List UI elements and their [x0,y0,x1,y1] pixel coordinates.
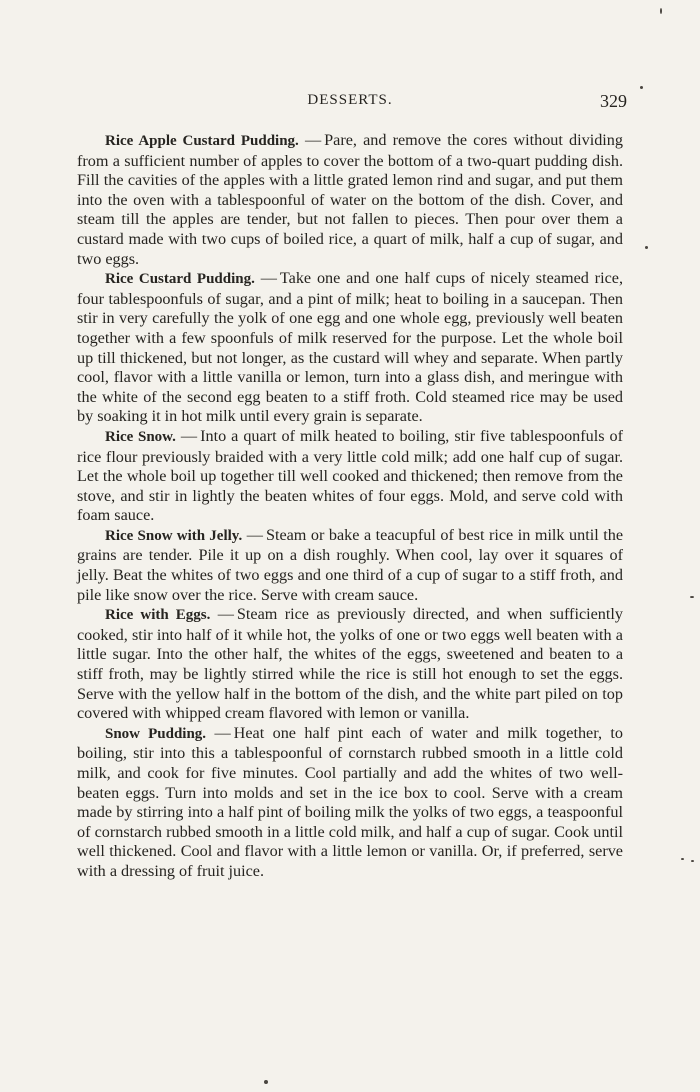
recipe-text: Steam or bake a teacupful of best rice in milk until the grains are tender. Pile it up on a dish roughly. When cool, lay over it squares of jelly. Beat the whites of two eggs and one third of a cup of sugar to a stiff froth, and pile like snow over the rice. Serve with cream sauce. [77,525,624,604]
recipe-rice-apple-custard-pudding [77,131,623,269]
recipe-title: Rice with Eggs. [105,607,211,624]
recipe-text: Into a quart of milk heated to boiling, stir five tablespoonfuls of rice flour previously braided with a very little cold milk; add one half cup of sugar. Let the whole boil up together till well cooked and thickened; then remove from the stove, and stir in lightly the beaten whites of four eggs. Mold, and serve cold with foam sauce. [77,426,623,525]
recipe-title: Rice Apple Custard Pudding. [105,133,299,149]
recipe-title: Rice Snow with Jelly. [105,527,243,544]
recipe-rice-with-eggs [77,605,623,724]
recipe-title: Rice Custard Pudding. [105,271,255,288]
recipe-rice-custard-pudding [77,269,623,427]
em-dash: — [304,131,322,149]
scan-speck [640,86,643,89]
scan-speck [264,1080,268,1084]
recipe-title: Snow Pudding. [105,725,207,742]
scan-speck [690,596,694,598]
em-dash: — [180,426,198,445]
page-number: 329 [600,91,627,111]
recipe-rice-snow [77,427,623,526]
recipe-text: Heat one half pint each of water and milk together, to boiling, stir into this a tablespoonful of cornstarch rubbed smooth in a little cold milk, and cook for five minutes. Cool partially and add the whites of two well-beaten eggs. Turn into molds and set in the ice box to cool. Serve with a cream made by stirring into a half pint of boiling milk the yolks of two eggs, a teaspoonful of cornstarch rubbed smooth in a little cold milk, and half a cup of sugar. Cook until well thickened. Cool and flavor with a little lemon or vanilla. Or, if preferred, serve with a dressing of fruit juice. [77,723,624,880]
scan-speck [681,858,684,860]
em-dash: — [214,723,231,742]
page-header [0,92,700,116]
scan-speck [660,8,662,14]
em-dash: — [217,605,234,624]
scan-speck [691,860,694,862]
recipe-snow-pudding [77,724,623,882]
recipe-text: Steam rice as previously directed, and when sufficiently cooked, stir into half of it while hot, the yolks of one or two eggs well beaten with a little sugar. Into the other half, the whites of the eggs, sweetened and beaten to a stiff froth, may be lightly stirred while the rice is still hot enough to set the eggs. Serve with the yellow half in the bottom of the dish, and the white part piled on top covered with whipped cream flavored with lemon or vanilla. [77,605,623,723]
recipe-title: Rice Snow. [105,428,176,445]
recipe-text: Take one and one half cups of nicely steamed rice, four tablespoonfuls of sugar, and a pint of milk; heat to boiling in a saucepan. Then stir in very carefully the yolk of one egg and one whole egg, previously well beaten together with a few spoonfuls of milk reserved for the purpose. Let the whole boil up till thickened, but not longer, as the custard will whey and separate. When partly cool, flavor with a little vanilla or lemon, turn into a glass dish, and meringue with the white of the second egg beaten to a stiff froth. Cold steamed rice may be used by soaking it in hot milk until every grain is separate. [77,269,623,426]
scan-speck [645,246,648,249]
running-head: DESSERTS. [307,92,393,108]
recipe-text: Pare, and remove the cores without dividing from a sufficient number of apples to cover the bottom of a two-quart pudding dish. Fill the cavities of the apples with a little grated lemon rind and sugar, and put them into the oven with a tablespoonful of water on the bottom of the dish. Cover, and steam till the apples are tender, but not fallen to pieces. Then pour over them a custard made with two cups of boiled rice, a quart of milk, half a cup of sugar, and two eggs. [77,131,623,268]
em-dash: — [260,269,277,288]
recipe-list [77,131,623,882]
recipe-rice-snow-with-jelly [77,526,623,605]
em-dash: — [246,525,263,544]
